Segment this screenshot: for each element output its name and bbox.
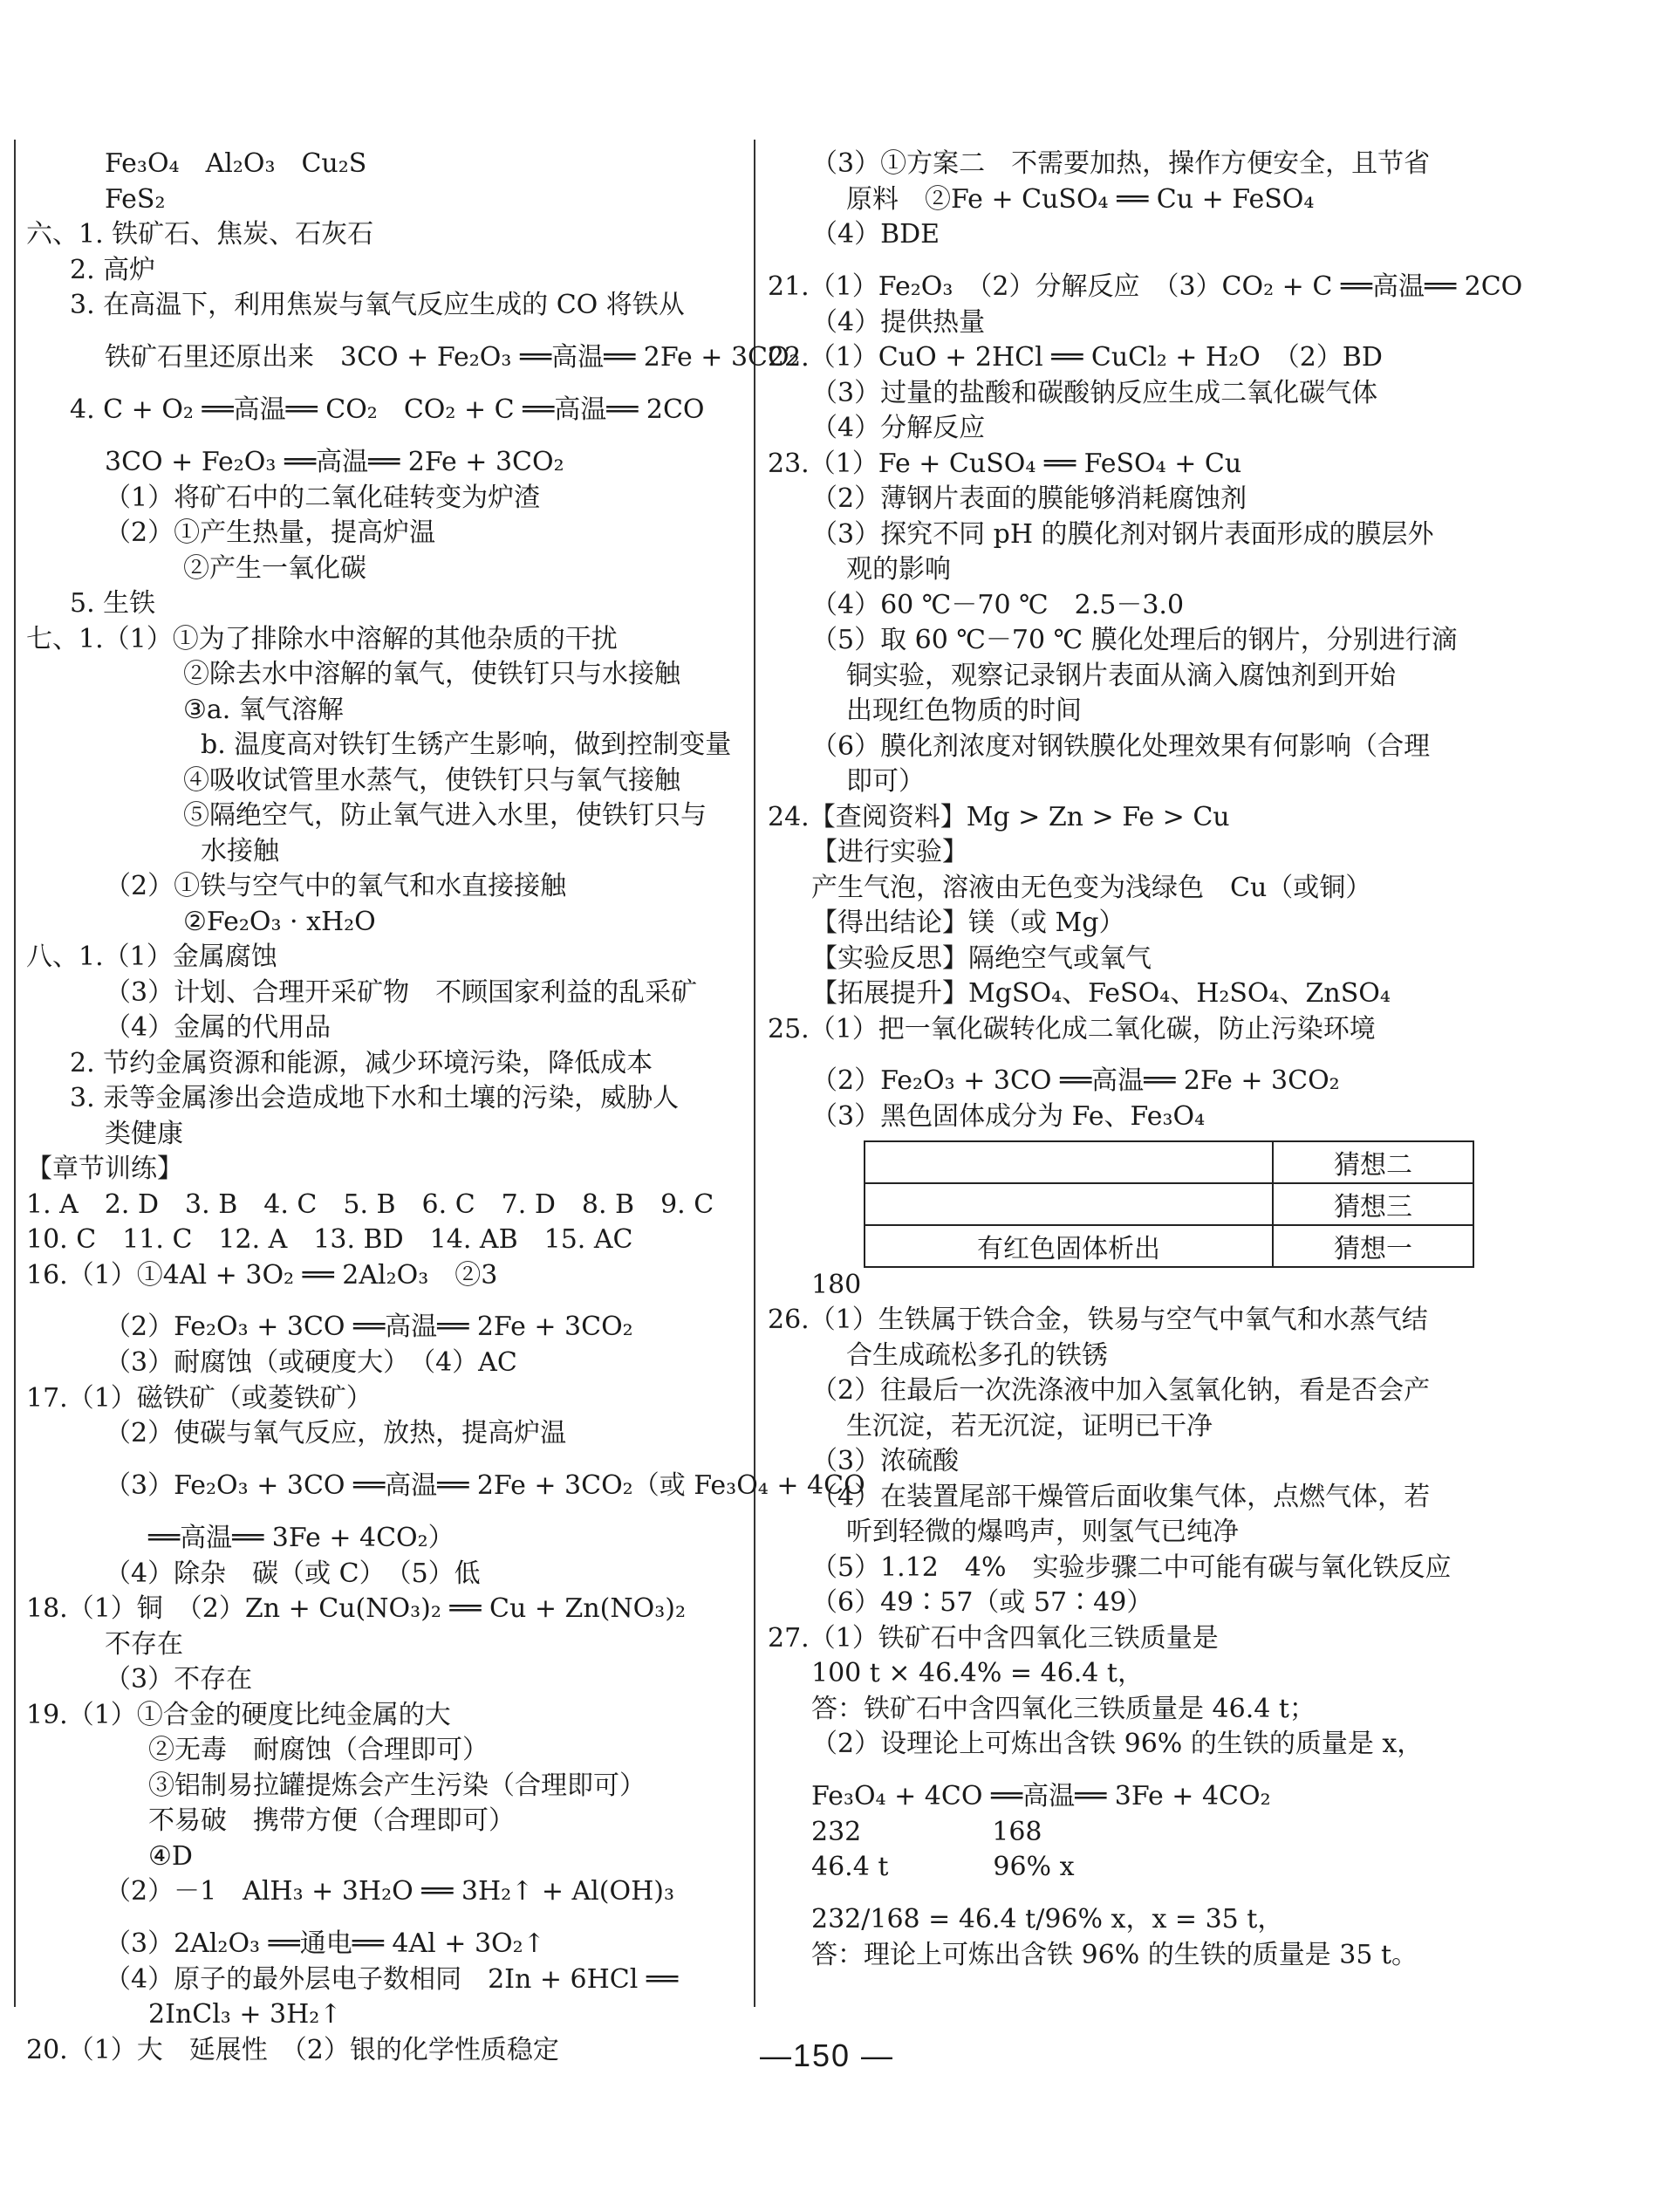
answer-line: （3）浓硫酸	[811, 1446, 960, 1476]
answer-line: 17.（1）磁铁矿（或菱铁矿）	[26, 1382, 372, 1414]
answer-line: ══高温══ 3Fe + 4CO₂）	[148, 1522, 455, 1553]
answer-line: 【章节训练】	[26, 1154, 183, 1184]
guess-table	[864, 1140, 1474, 1268]
answer-line: 【拓展提升】MgSO₄、FeSO₄、H₂SO₄、ZnSO₄	[811, 978, 1391, 1009]
answer-line: 合生成疏松多孔的铁锈	[846, 1339, 1108, 1371]
answer-line: 【进行实验】	[811, 837, 968, 867]
answer-line: 八、1.（1）金属腐蚀	[26, 942, 277, 972]
answer-line: 【得出结论】镁（或 Mg）	[811, 907, 1125, 938]
answer-line: 答：理论上可炼出含铁 96% 的生铁的质量是 35 t。	[811, 1939, 1418, 1970]
answer-line: （5）取 60 ℃－70 ℃ 膜化处理后的钢片，分别进行滴	[811, 625, 1458, 655]
table-cell: 猜想二	[1273, 1141, 1473, 1183]
answer-line: 原料 ②Fe + CuSO₄ ══ Cu + FeSO₄	[846, 183, 1315, 215]
answer-line: （4）提供热量	[811, 306, 986, 338]
answer-line: （2）Fe₂O₃ + 3CO ══高温══ 2Fe + 3CO₂	[105, 1311, 633, 1342]
answer-line: （2）薄钢片表面的膜能够消耗腐蚀剂	[811, 483, 1247, 514]
answer-line: 21.（1）Fe₂O₃ （2）分解反应 （3）CO₂ + C ══高温══ 2CO	[768, 271, 1523, 302]
table-row	[865, 1141, 1473, 1183]
answer-line: （2）设理论上可炼出含铁 96% 的生铁的质量是 x，	[811, 1729, 1424, 1759]
table-cell	[865, 1141, 1273, 1183]
answer-line: 不易破 携带方便（合理即可）	[148, 1805, 515, 1836]
answer-line: （3）过量的盐酸和碳酸钠反应生成二氧化碳气体	[811, 377, 1378, 408]
answer-line: 不存在	[105, 1628, 183, 1660]
answer-line: 产生气泡，溶液由无色变为浅绿色 Cu（或铜）	[811, 872, 1372, 903]
answer-line: 2InCl₃ + 3H₂↑	[148, 1999, 342, 2030]
answer-line: 3. 汞等金属渗出会造成地下水和土壤的污染，威胁人	[70, 1083, 680, 1113]
answer-line: 水接触	[201, 835, 279, 866]
answer-line: （2）①铁与空气中的氧气和水直接接触	[105, 871, 567, 901]
answer-line: （3）耐腐蚀（或硬度大） （4）AC	[105, 1347, 517, 1378]
answer-line: 4. C + O₂ ══高温══ CO₂ CO₂ + C ══高温══ 2CO	[70, 394, 705, 425]
table-cell	[865, 1183, 1273, 1225]
answer-line: 20.（1）大 延展性 （2）银的化学性质稳定	[26, 2034, 559, 2065]
answer-line: 180	[811, 1269, 862, 1300]
answer-line: 生沉淀，若无沉淀，证明已干净	[846, 1410, 1213, 1442]
answer-line: 27.（1）铁矿石中含四氧化三铁质量是	[768, 1622, 1219, 1654]
answer-line: 七、1.（1）①为了排除水中溶解的其他杂质的干扰	[26, 623, 618, 654]
left-margin-rule	[14, 140, 16, 2007]
answer-line: （4）原子的最外层电子数相同 2In + 6HCl ══	[105, 1963, 679, 1995]
answer-line: 六、1. 铁矿石、焦炭、石灰石	[26, 219, 374, 250]
answer-line: 铜实验，观察记录钢片表面从滴入腐蚀剂到开始	[846, 660, 1396, 691]
answer-line: （4）在装置尾部干燥管后面收集气体，点燃气体，若	[811, 1481, 1431, 1512]
answer-line: 3. 在高温下，利用焦炭与氧气反应生成的 CO 将铁从	[70, 290, 685, 320]
answer-line: （3）①方案二 不需要加热，操作方便安全，且节省	[811, 148, 1431, 179]
answer-line: ④D	[148, 1840, 193, 1872]
answer-line: ②除去水中溶解的氧气，使铁钉只与水接触	[183, 659, 680, 689]
answer-line: 3CO + Fe₂O₃ ══高温══ 2Fe + 3CO₂	[105, 446, 564, 477]
answer-line: 24.【查阅资料】Mg > Zn > Fe > Cu	[768, 801, 1230, 832]
answer-line: （3）Fe₂O₃ + 3CO ══高温══ 2Fe + 3CO₂（或 Fe₃O₄ + 4CO	[105, 1469, 865, 1501]
answer-line: （4）分解反应	[811, 413, 986, 443]
table-row	[865, 1183, 1473, 1225]
answer-line: 铁矿石里还原出来 3CO + Fe₂O₃ ══高温══ 2Fe + 3CO₂	[105, 341, 800, 373]
answer-line: 观的影响	[846, 554, 951, 585]
answer-line: 22.（1）CuO + 2HCl ══ CuCl₂ + H₂O （2）BD	[768, 342, 1383, 373]
answer-line: （3）计划、合理开采矿物 不顾国家利益的乱采矿	[105, 976, 698, 1008]
answer-line: （5）1.12 4% 实验步骤二中可能有碳与氧化铁反应	[811, 1551, 1452, 1583]
answer-line: 19.（1）①合金的硬度比纯金属的大	[26, 1699, 451, 1730]
answer-line: ②产生一氧化碳	[183, 552, 366, 584]
answer-line: ③铝制易拉罐提炼会产生污染（合理即可）	[148, 1770, 646, 1801]
answer-line: 答：铁矿石中含四氧化三铁质量是 46.4 t；	[811, 1693, 1316, 1724]
right-column-part-b	[768, 1268, 1492, 1974]
answer-line: 类健康	[105, 1118, 183, 1149]
answer-line: 2. 节约金属资源和能源，减少环境污染，降低成本	[70, 1047, 653, 1079]
answer-line: 25.（1）把一氧化碳转化成二氧化碳，防止污染环境	[768, 1013, 1376, 1044]
page-number: —150 —	[759, 2037, 895, 2073]
answer-line: 18.（1）铜 （2）Zn + Cu(NO₃)₂ ══ Cu + Zn(NO₃)₂	[26, 1593, 686, 1624]
right-column	[768, 147, 1523, 1973]
answer-line: 出现红色物质的时间	[846, 695, 1082, 726]
answer-line: （6）49∶57（或 57∶49）	[811, 1587, 1153, 1618]
answer-line: ⑤隔绝空气，防止氧气进入水里，使铁钉只与	[183, 800, 707, 831]
table-cell: 猜想三	[1273, 1183, 1473, 1225]
answer-line: ④吸收试管里水蒸气，使铁钉只与氧气接触	[183, 764, 680, 796]
answer-line: 23.（1）Fe + CuSO₄ ══ FeSO₄ + Cu	[768, 448, 1242, 479]
answer-line: 【实验反思】隔绝空气或氧气	[811, 942, 1152, 974]
answer-line: （6）膜化剂浓度对钢铁膜化处理效果有何影响（合理	[811, 730, 1431, 762]
answer-line: ②Fe₂O₃ · xH₂O	[183, 906, 376, 937]
answer-line: 即可）	[846, 766, 925, 797]
answer-line: Fe₃O₄ + 4CO ══高温══ 3Fe + 4CO₂	[811, 1780, 1271, 1811]
answer-line: （1）将矿石中的二氧化硅转变为炉渣	[105, 482, 541, 513]
answer-line: （2）①产生热量，提高炉温	[105, 517, 436, 548]
answer-line: ②无毒 耐腐蚀（合理即可）	[148, 1735, 489, 1765]
answer-line: 16.（1）①4Al + 3O₂ ══ 2Al₂O₃ ②3	[26, 1259, 498, 1291]
answer-line: （4）BDE	[811, 219, 940, 250]
answer-line: b. 温度高对铁钉生锈产生影响，做到控制变量	[201, 729, 732, 760]
answer-line: 5. 生铁	[70, 588, 156, 619]
answer-line: （3）黑色固体成分为 Fe、Fe₃O₄	[811, 1101, 1206, 1132]
answer-line: （2）往最后一次洗涤液中加入氢氧化钠，看是否会产	[811, 1375, 1431, 1406]
answer-line: （4）60 ℃－70 ℃ 2.5－3.0	[811, 589, 1185, 620]
answer-line: （4）除杂 碳（或 C） （5）低	[105, 1558, 481, 1589]
right-column-part-a	[768, 147, 1523, 1135]
answer-line: 10. C 11. C 12. A 13. BD 14. AB 15. AC	[26, 1224, 633, 1255]
answer-line: （3）不存在	[105, 1664, 253, 1695]
answer-line: （2）－1 AlH₃ + 3H₂O ══ 3H₂↑ + Al(OH)₃	[105, 1876, 674, 1907]
table-cell: 有红色固体析出	[865, 1225, 1273, 1267]
answer-line: 100 t × 46.4% = 46.4 t，	[811, 1658, 1144, 1688]
answer-line: 46.4 t 96% x	[811, 1852, 1075, 1882]
answer-line: （3）2Al₂O₃ ══通电══ 4Al + 3O₂↑	[105, 1928, 545, 1959]
answer-line: 2. 高炉	[70, 254, 156, 285]
answer-line: 1. A 2. D 3. B 4. C 5. B 6. C 7. D 8. B 9. C	[26, 1188, 714, 1220]
answer-line: 26.（1）生铁属于铁合金，铁易与空气中氧气和水蒸气结	[768, 1305, 1428, 1335]
answer-line: 232 168	[811, 1816, 1042, 1847]
answer-line: ③a. 氧气溶解	[183, 694, 344, 725]
table-row	[865, 1225, 1473, 1267]
column-divider	[754, 140, 755, 2007]
answer-line: （4）金属的代用品	[105, 1012, 331, 1043]
answer-line: （2）Fe₂O₃ + 3CO ══高温══ 2Fe + 3CO₂	[811, 1065, 1340, 1096]
answer-line: （3）探究不同 pH 的膜化剂对钢片表面形成的膜层外	[811, 518, 1434, 550]
answer-line: （2）使碳与氧气反应，放热，提高炉温	[105, 1418, 567, 1448]
table-cell: 猜想一	[1273, 1225, 1473, 1267]
answer-line: Fe₃O₄ Al₂O₃ Cu₂S	[105, 148, 367, 179]
answer-line: FeS₂	[105, 183, 166, 215]
answer-line: 232/168 = 46.4 t/96% x，x = 35 t，	[811, 1903, 1284, 1935]
answer-line: 听到轻微的爆鸣声，则氢气已纯净	[846, 1517, 1239, 1547]
